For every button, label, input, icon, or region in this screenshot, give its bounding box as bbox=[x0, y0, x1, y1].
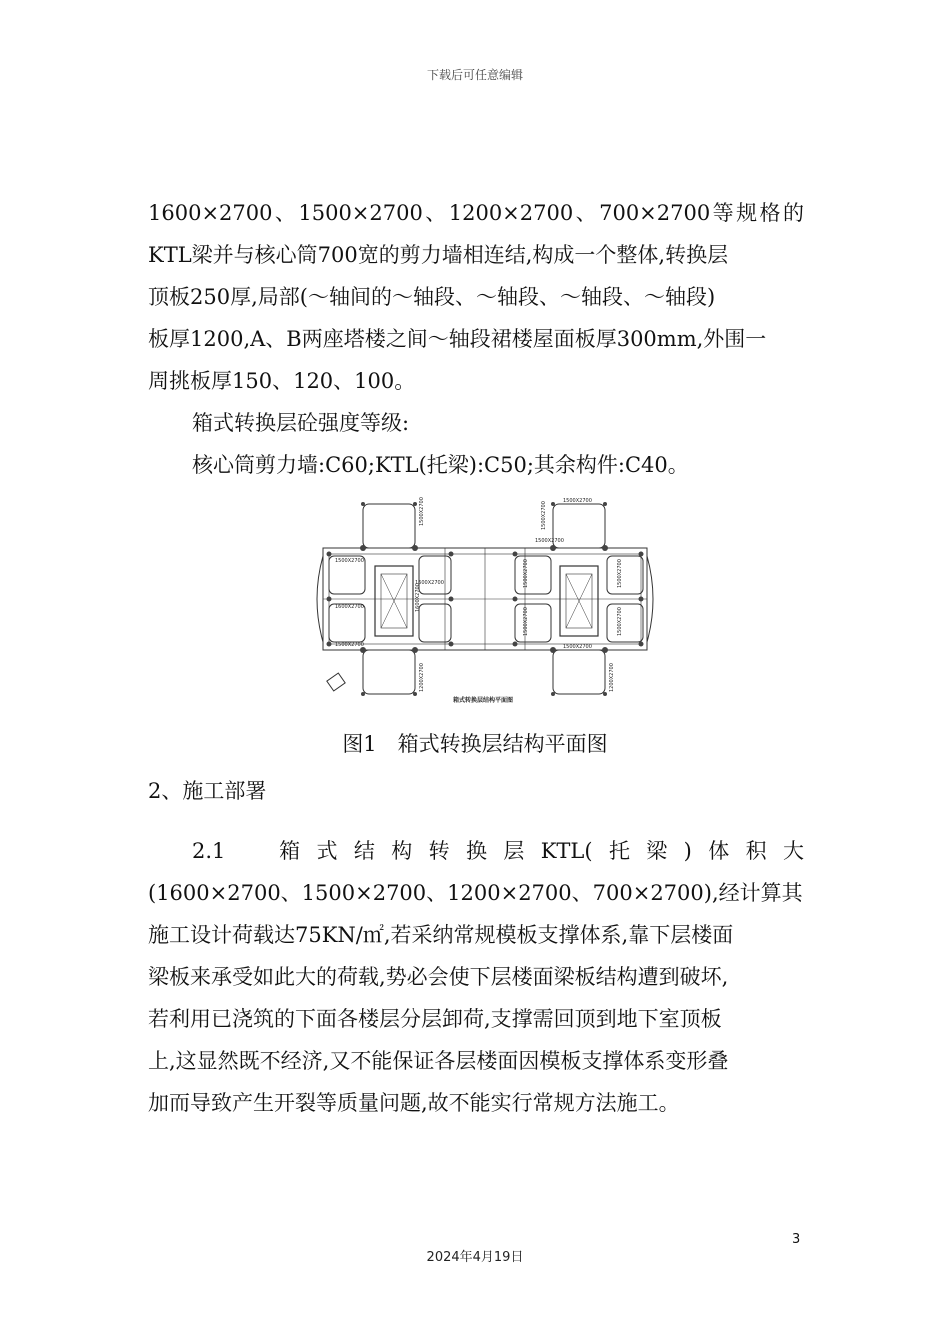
figure-caption: 图1 箱式转换层结构平面图 bbox=[342, 732, 608, 756]
text-line: (1600×2700、1500×2700、1200×2700、700×2700),经计算其 bbox=[148, 881, 803, 905]
beam-label: 1500X2700 bbox=[335, 642, 364, 648]
beam-label: 1600X2700 bbox=[335, 604, 364, 610]
concrete-grade-title: 箱式转换层砼强度等级: bbox=[192, 411, 410, 435]
drawing-title: 箱式转换层结构平面图 bbox=[453, 697, 514, 704]
beam-label: 1500X2700 bbox=[419, 497, 425, 526]
beam-label: 1200X2700 bbox=[609, 663, 615, 692]
concrete-grade-list: 核心筒剪力墙:C60;KTL(托梁):C50;其余构件:C40。 bbox=[192, 453, 689, 477]
beam-label: 1500X2700 bbox=[563, 498, 592, 504]
text-line: 2.1 箱式结构转换层KTL(托梁)体积大 bbox=[192, 839, 804, 863]
text-line: 若利用已浇筑的下面各楼层分层卸荷,支撑需回顶到地下室顶板 bbox=[148, 1007, 722, 1031]
beam-label: 1500X2700 bbox=[541, 501, 547, 530]
text-line: 梁板来承受如此大的荷载,势必会使下层楼面梁板结构遭到破坏, bbox=[148, 965, 729, 989]
beam-label: 1600X2700 bbox=[415, 580, 444, 586]
paragraph-construction-deployment bbox=[148, 830, 804, 1124]
text-line: 1600×2700、1500×2700、1200×2700、700×2700等规格的 bbox=[148, 201, 804, 225]
beam-label: 1500X2700 bbox=[523, 559, 529, 588]
page-number: 3 bbox=[792, 1232, 801, 1247]
beam-label: 1500X2700 bbox=[563, 644, 592, 650]
page-footer-date: 2024年4月19日 bbox=[426, 1250, 524, 1265]
paragraph-ktl-beams bbox=[148, 192, 804, 486]
structural-plan-drawing bbox=[315, 496, 655, 706]
text-line: 加而导致产生开裂等质量问题,故不能实行常规方法施工。 bbox=[148, 1091, 680, 1115]
beam-label: 1500X2700 bbox=[617, 559, 623, 588]
text-line: 板厚1200,A、B两座塔楼之间～轴段裙楼屋面板厚300mm,外围一 bbox=[148, 327, 767, 351]
structural-plan-figure bbox=[315, 496, 655, 706]
beam-label: 1500X2700 bbox=[523, 607, 529, 636]
beam-label: 1200X2700 bbox=[419, 663, 425, 692]
beam-label: 1500X2700 bbox=[535, 538, 564, 544]
text-line: 施工设计荷载达75KN/㎡,若采纳常规模板支撑体系,靠下层楼面 bbox=[148, 923, 734, 947]
text-line: 顶板250厚,局部(～轴间的～轴段、～轴段、～轴段、～轴段) bbox=[148, 285, 716, 309]
text-line: 上,这显然既不经济,又不能保证各层楼面因模板支撑体系变形叠 bbox=[148, 1049, 729, 1073]
beam-label: 1500X2700 bbox=[617, 607, 623, 636]
text-line: 周挑板厚150、120、100。 bbox=[148, 369, 416, 393]
text-line: KTL梁并与核心筒700宽的剪力墙相连结,构成一个整体,转换层 bbox=[148, 243, 729, 267]
section-title: 2、施工部署 bbox=[148, 779, 267, 803]
page-header: 下载后可任意编辑 bbox=[426, 68, 523, 82]
beam-label: 1600X2700 bbox=[415, 583, 421, 612]
beam-label: 1500X2700 bbox=[335, 558, 364, 564]
